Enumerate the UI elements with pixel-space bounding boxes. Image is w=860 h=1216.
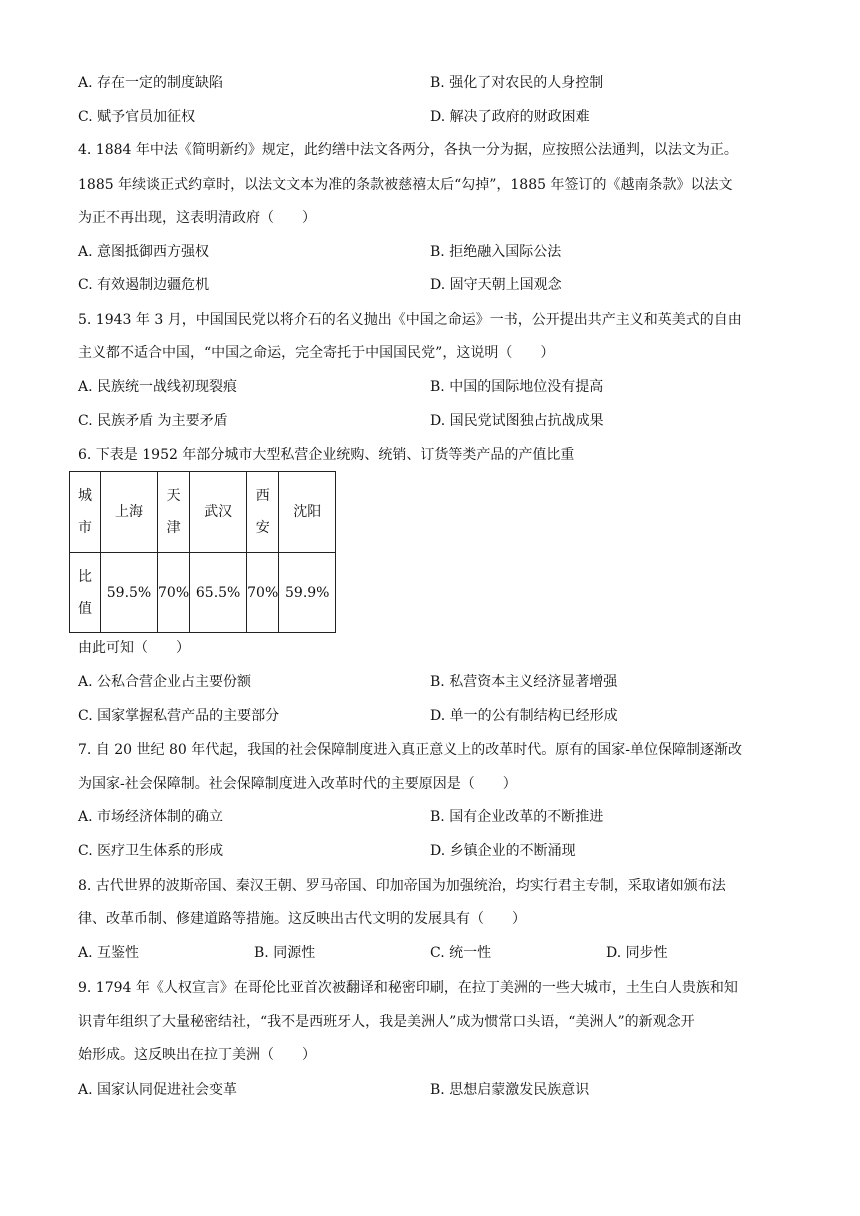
q6-option-b: B. 私营资本主义经济显著增强: [430, 674, 618, 690]
table-cell-text: 城: [78, 488, 92, 504]
table-cell: 70%: [247, 553, 279, 633]
q3-option-c: C. 赋予官员加征权: [78, 109, 196, 125]
q6-option-c: C. 国家掌握私营产品的主要部分: [78, 708, 280, 724]
q3-option-a: A. 存在一定的制度缺陷: [78, 75, 224, 91]
q9-stem-line-2: 识青年组织了大量秘密结社，“我不是西班牙人，我是美洲人”成为惯常口头语，“美洲人”的新观念开: [78, 1014, 695, 1030]
table-header-cell: 武汉: [190, 472, 247, 553]
table-cell: 65.5%: [190, 553, 247, 633]
q8-option-d: D. 同步性: [606, 945, 668, 961]
q5-stem-line-2: 主义都不适合中国，“中国之命运，完全寄托于中国国民党”，这说明（ ）: [78, 345, 555, 361]
q4-stem-line-1: 4. 1884 年中法《简明新约》规定，此约缮中法文各两分，各执一分为据，应按照公法通判，以法文为正。: [78, 142, 738, 158]
q7-stem-line-2: 为国家-社会保障制。社会保障制度进入改革时代的主要原因是（ ）: [78, 776, 517, 792]
q3-option-d: D. 解决了政府的财政困难: [430, 109, 590, 125]
table-header-cell: [247, 472, 279, 553]
q8-stem-line-2: 律、改革币制、修建道路等措施。这反映出古代文明的发展具有（ ）: [78, 911, 526, 927]
q7-stem-line-1: 7. 自 20 世纪 80 年代起，我国的社会保障制度进入真正意义上的改革时代。原有的国家-单位保障制逐渐改: [78, 742, 742, 758]
q4-stem-line-3: 为正不再出现，这表明清政府（ ）: [78, 210, 316, 226]
q9-option-b: B. 思想启蒙激发民族意识: [430, 1082, 590, 1098]
q7-option-a: A. 市场经济体制的确立: [78, 809, 224, 825]
q6-option-a: A. 公私合营企业占主要份额: [78, 674, 252, 690]
q7-option-c: C. 医疗卫生体系的形成: [78, 843, 224, 859]
table-cell: 59.5%: [101, 553, 158, 633]
q9-stem-line-3: 始形成。这反映出在拉丁美洲（ ）: [78, 1047, 316, 1063]
q8-option-a: A. 互鉴性: [78, 945, 140, 961]
q9-option-a: A. 国家认同促进社会变革: [78, 1082, 238, 1098]
q4-option-a: A. 意图抵御西方强权: [78, 244, 210, 260]
q3-option-b: B. 强化了对农民的人身控制: [430, 75, 604, 91]
table-header-row: [70, 472, 336, 553]
q5-option-c: C. 民族矛盾 为主要矛盾: [78, 413, 228, 429]
q6-option-d: D. 单一的公有制结构已经形成: [430, 708, 618, 724]
table-cell-text: 比: [78, 568, 92, 585]
table-header-cell: 上海: [101, 472, 158, 553]
q6-after: 由此可知（ ）: [78, 640, 190, 656]
q6-data-table: [69, 471, 336, 633]
q4-option-d: D. 固守天朝上国观念: [430, 277, 562, 293]
q5-option-d: D. 国民党试图独占抗战成果: [430, 413, 604, 429]
table-cell-text: 津: [166, 520, 181, 536]
table-cell-text: 值: [78, 600, 92, 617]
q8-option-b: B. 同源性: [254, 945, 316, 961]
q5-stem-line-1: 5. 1943 年 3 月，中国国民党以将介石的名义抛出《中国之命运》一书，公开提出共产主义和英美式的自由: [78, 312, 742, 328]
table-header-city: [70, 472, 101, 553]
table-cell-text: 天: [166, 488, 181, 504]
table-cell-text: 安: [255, 520, 270, 536]
q4-stem-line-2: 1885 年续谈正式约章时，以法文文本为准的条款被慈禧太后“勾掉”，1885 年签订的《越南条款》以法文: [78, 177, 733, 193]
table-cell: 59.9%: [279, 553, 336, 633]
q4-option-b: B. 拒绝融入国际公法: [430, 244, 562, 260]
table-header-cell: [158, 472, 190, 553]
table-row-label: [70, 553, 101, 633]
q7-option-d: D. 乡镇企业的不断涌现: [430, 843, 576, 859]
table-row: [70, 553, 336, 633]
table-cell-text: 市: [78, 520, 92, 536]
q4-option-c: C. 有效遏制边疆危机: [78, 277, 210, 293]
q8-option-c: C. 统一性: [430, 945, 492, 961]
q5-option-b: B. 中国的国际地位没有提高: [430, 379, 604, 395]
q9-stem-line-1: 9. 1794 年《人权宣言》在哥伦比亚首次被翻译和秘密印刷，在拉丁美洲的一些大城市，土生白人贵族和知: [78, 980, 738, 996]
q6-stem: 6. 下表是 1952 年部分城市大型私营企业统购、统销、订货等类产品的产值比重: [78, 447, 575, 463]
table-cell: 70%: [158, 553, 190, 633]
table-cell-text: 西: [255, 488, 270, 504]
table-header-cell: 沈阳: [279, 472, 336, 553]
q5-option-a: A. 民族统一战线初现裂痕: [78, 379, 238, 395]
q7-option-b: B. 国有企业改革的不断推进: [430, 809, 604, 825]
q8-stem-line-1: 8. 古代世界的波斯帝国、秦汉王朝、罗马帝国、印加帝国为加强统治，均实行君主专制，采取诸如颁布法: [78, 878, 726, 894]
